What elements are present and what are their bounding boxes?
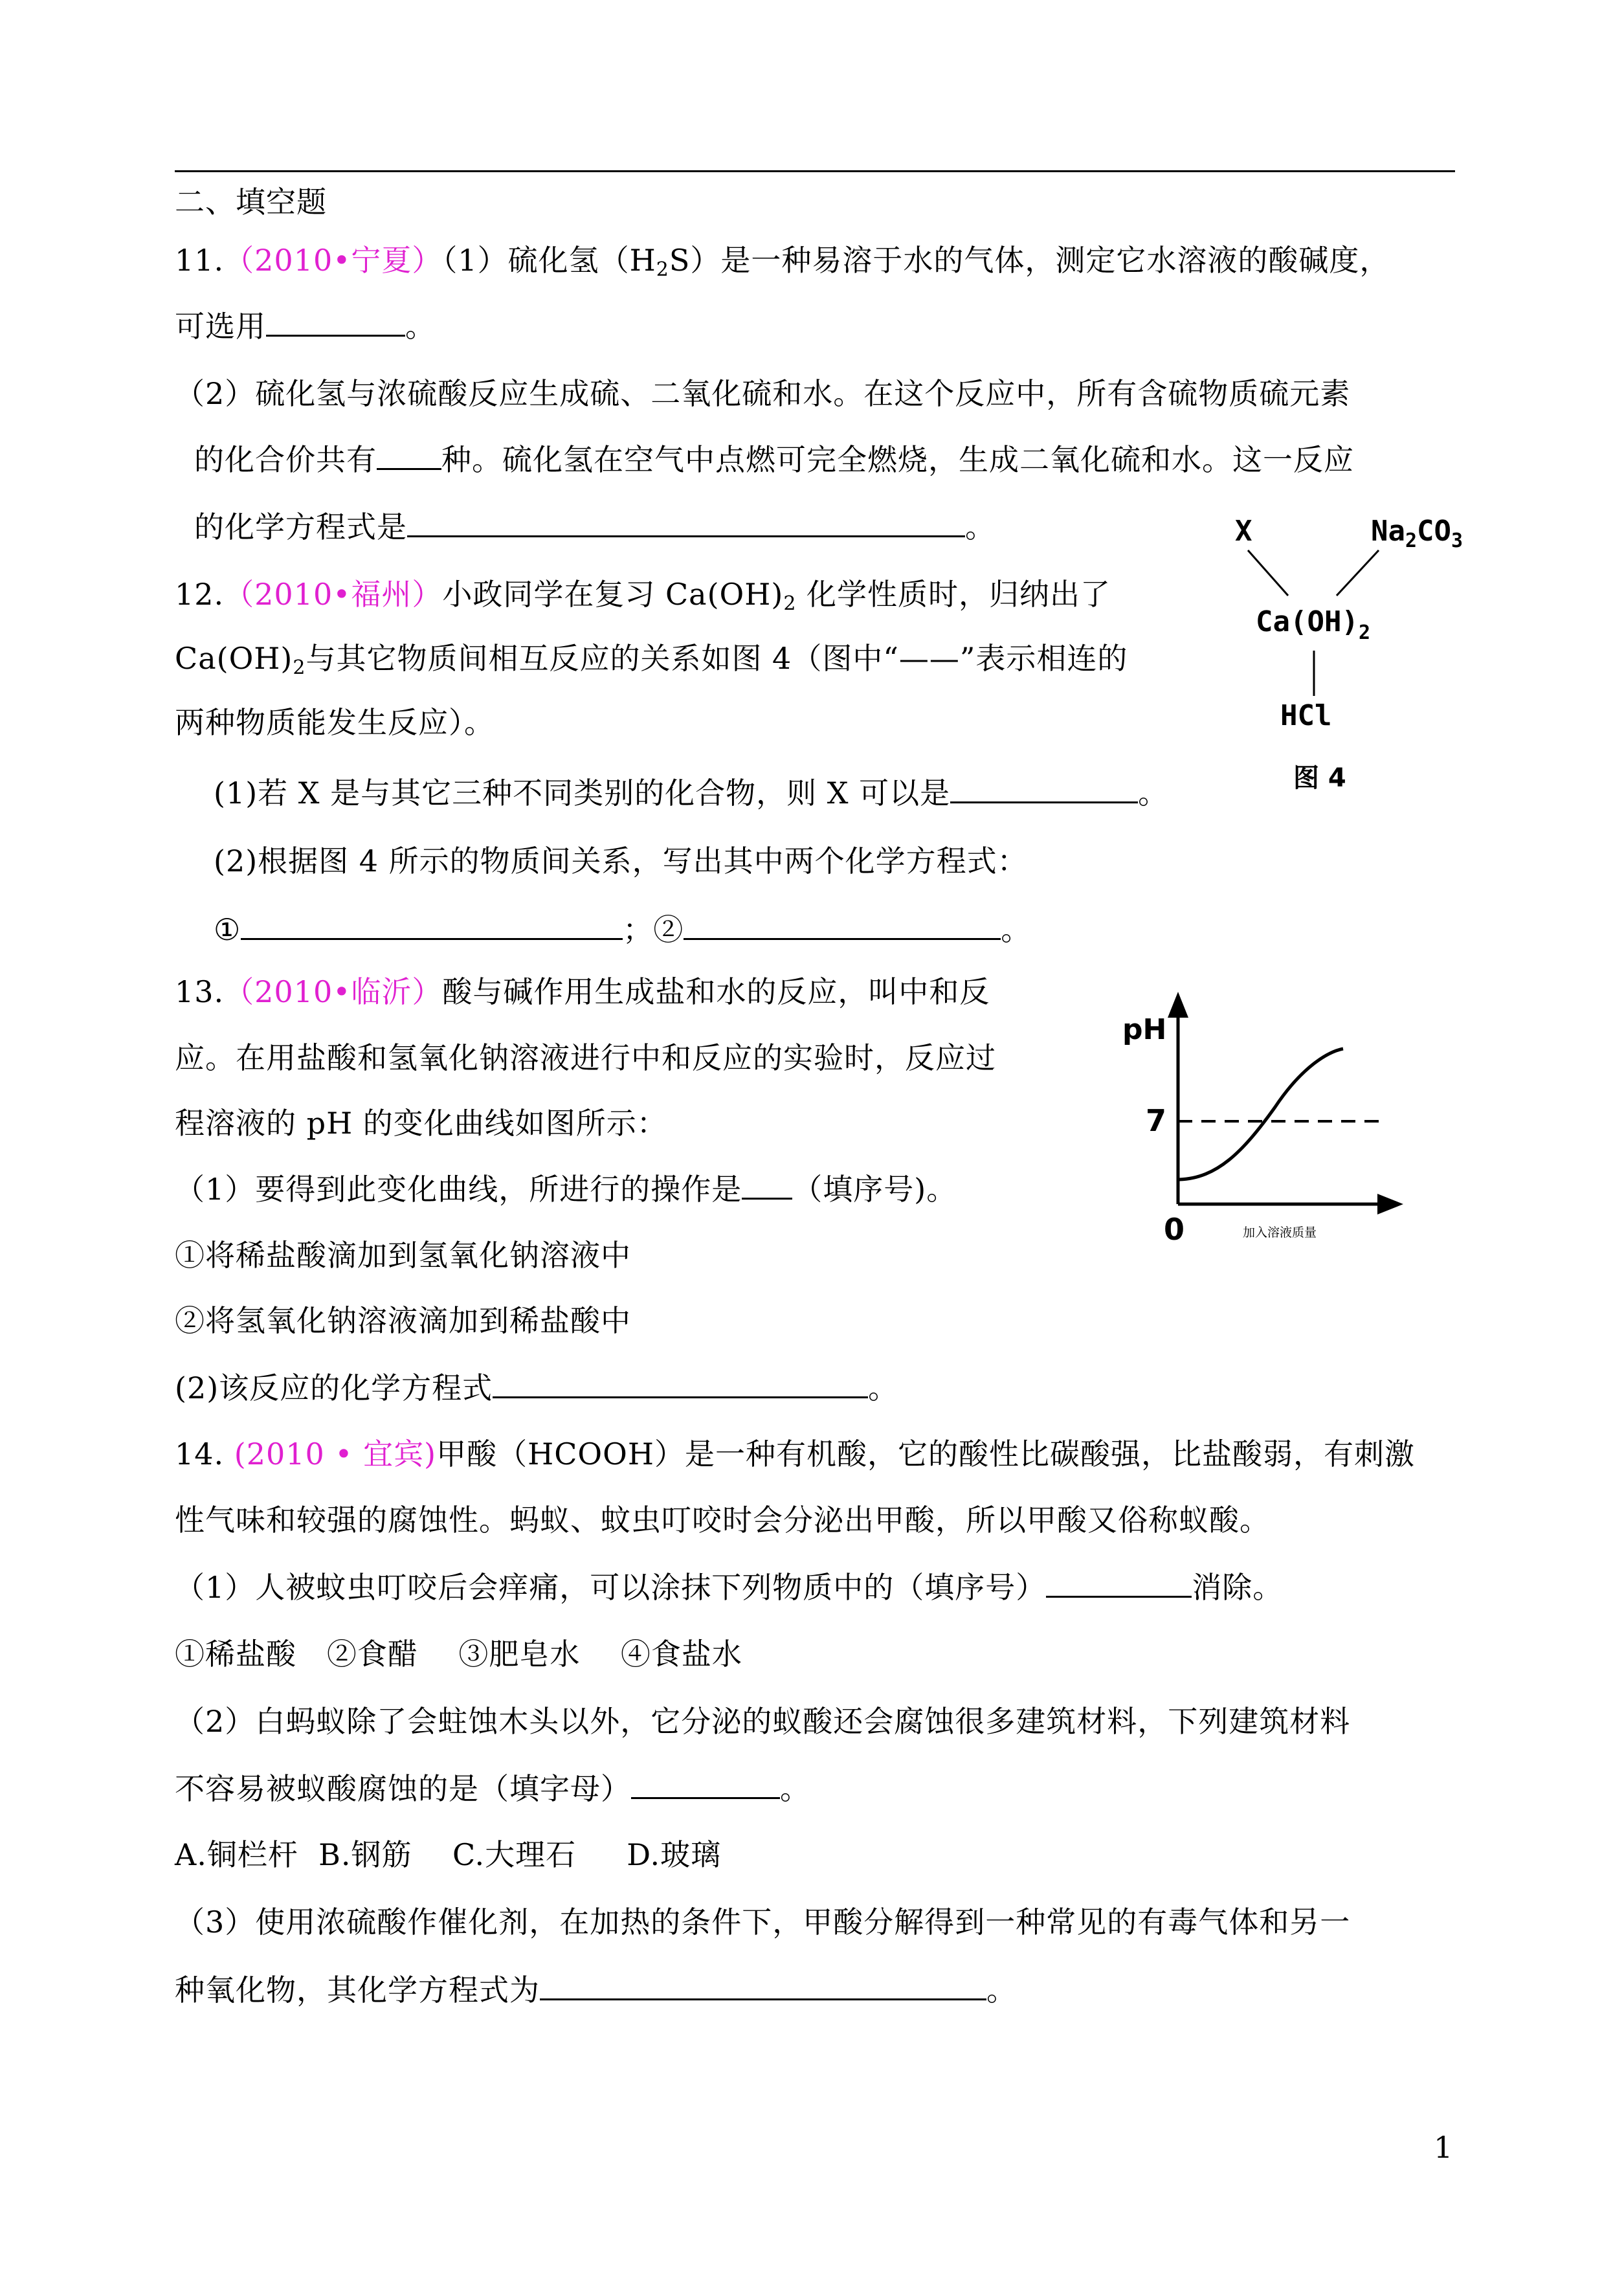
q14-blank-2[interactable] (631, 1769, 780, 1799)
q11-blank-1[interactable] (266, 306, 405, 337)
q12-blank-1[interactable] (950, 773, 1138, 803)
fig4-x: X (1235, 515, 1252, 548)
q14-blank-3[interactable] (540, 1970, 986, 2000)
q12-source: （2010•福州） (224, 577, 443, 612)
q14-part-2-line-1: （2）白蚂蚁除了会蛀蚀木头以外，它分泌的蚁酸还会腐蚀很多建筑材料，下列建筑材料 (175, 1704, 1351, 1739)
q13-line-2: 应。在用盐酸和氢氧化钠溶液进行中和反应的实验时，反应过 (175, 1040, 996, 1075)
ph-curve-graph (1120, 978, 1418, 1262)
q13-line-1: 13.（2010•临沂）酸与碱作用生成盐和水的反应，叫中和反 (175, 974, 990, 1009)
q13-part-1: （1）要得到此变化曲线，所进行的操作是 （填序号)。 (175, 1169, 957, 1209)
q14-line-2: 性气味和较强的腐蚀性。蚂蚁、蚊虫叮咬时会分泌出甲酸，所以甲酸又俗称蚁酸。 (175, 1503, 1270, 1538)
q14-options-2: A.铜栏杆 B.钢筋 C.大理石 D.玻璃 (175, 1837, 722, 1872)
q14-options-1: ①稀盐酸 ②食醋 ③肥皂水 ④食盐水 (175, 1637, 742, 1672)
q13-line-3: 程溶液的 pH 的变化曲线如图所示： (175, 1106, 667, 1141)
q11-line-4: 的化合价共有 种。硫化氢在空气中点燃可完全燃烧，生成二氧化硫和水。这一反应 (194, 440, 1354, 479)
q11-line-2: 可选用 。 (175, 306, 436, 346)
fig4-caoh2: $Ca(OH)_2$ (1256, 605, 1371, 644)
q11-blank-2[interactable] (377, 440, 441, 470)
fig4-hcl: HCl (1280, 699, 1332, 732)
section-title: 二、填空题 (175, 185, 327, 219)
q13-option-2: ②将氢氧化钠溶液滴加到稀盐酸中 (175, 1303, 631, 1338)
q12-answers: ① ；② 。 (214, 910, 1031, 949)
graph-xlabel: 加入溶液质量 (1243, 1225, 1317, 1240)
q11-line-3: （2）硫化氢与浓硫酸反应生成硫、二氧化硫和水。在这个反应中，所有含硫物质硫元素 (175, 376, 1351, 411)
q13-blank-2[interactable] (493, 1368, 868, 1398)
q13-source: （2010•临沂） (224, 974, 443, 1009)
q11-source: （2010•宁夏） (224, 243, 443, 278)
graph-seven: 7 (1146, 1103, 1167, 1138)
fig4-na2co3: $Na_2CO_3$ (1371, 515, 1463, 552)
page-number: 1 (1434, 2130, 1453, 2165)
graph-ylabel: pH (1122, 1013, 1167, 1046)
q14-part-1: （1）人被蚊虫叮咬后会痒痛，可以涂抹下列物质中的（填序号） 消除。 (175, 1567, 1283, 1607)
q12-blank-3[interactable] (684, 910, 1001, 940)
q12-part-1: (1)若 X 是与其它三种不同类别的化合物，则 X 可以是 。 (214, 773, 1168, 812)
header-rule (175, 170, 1455, 172)
q13-blank-1[interactable] (742, 1169, 792, 1200)
q14-source: (2010 • 宜宾) (234, 1437, 437, 1471)
figure-4-diagram (1217, 511, 1489, 803)
q11-line-5: 的化学方程式是 。 (194, 507, 996, 546)
q12-line-1: 12.（2010•福州）小政同学在复习 $Ca(OH)_2$ 化学性质时，归纳出了 (175, 577, 1111, 615)
q14-blank-1[interactable] (1046, 1567, 1192, 1598)
q12-part-2: (2)根据图 4 所示的物质间关系，写出其中两个化学方程式： (214, 844, 1028, 878)
q14-part-3-line-2: 种氧化物，其化学方程式为 。 (175, 1970, 1017, 2009)
q12-line-2: $Ca(OH)_2$与其它物质间相互反应的关系如图 4（图中“——”表示相连的 (175, 641, 1128, 679)
fig4-caption: 图 4 (1293, 763, 1346, 793)
q14-part-2-line-2: 不容易被蚁酸腐蚀的是（填字母） 。 (175, 1769, 810, 1808)
q14-part-3-line-1: （3）使用浓硫酸作催化剂，在加热的条件下，甲酸分解得到一种常见的有毒气体和另一 (175, 1905, 1351, 1940)
q11-blank-3[interactable] (407, 507, 965, 537)
q13-option-1: ①将稀盐酸滴加到氢氧化钠溶液中 (175, 1238, 631, 1273)
q14-line-1: 14. (2010 • 宜宾)甲酸（HCOOH）是一种有机酸，它的酸性比碳酸强，比盐酸弱，有刺激 (175, 1437, 1415, 1471)
q12-blank-2[interactable] (241, 910, 623, 940)
graph-origin: 0 (1164, 1212, 1185, 1247)
q12-line-3: 两种物质能发生反应）。 (175, 705, 495, 740)
q13-part-2: (2)该反应的化学方程式 。 (175, 1368, 898, 1407)
q11-line-1: 11.（2010•宁夏）（1）硫化氢$(H_2S)$是一种易溶于水的气体，测定它水溶液的酸碱度， (175, 243, 1390, 281)
